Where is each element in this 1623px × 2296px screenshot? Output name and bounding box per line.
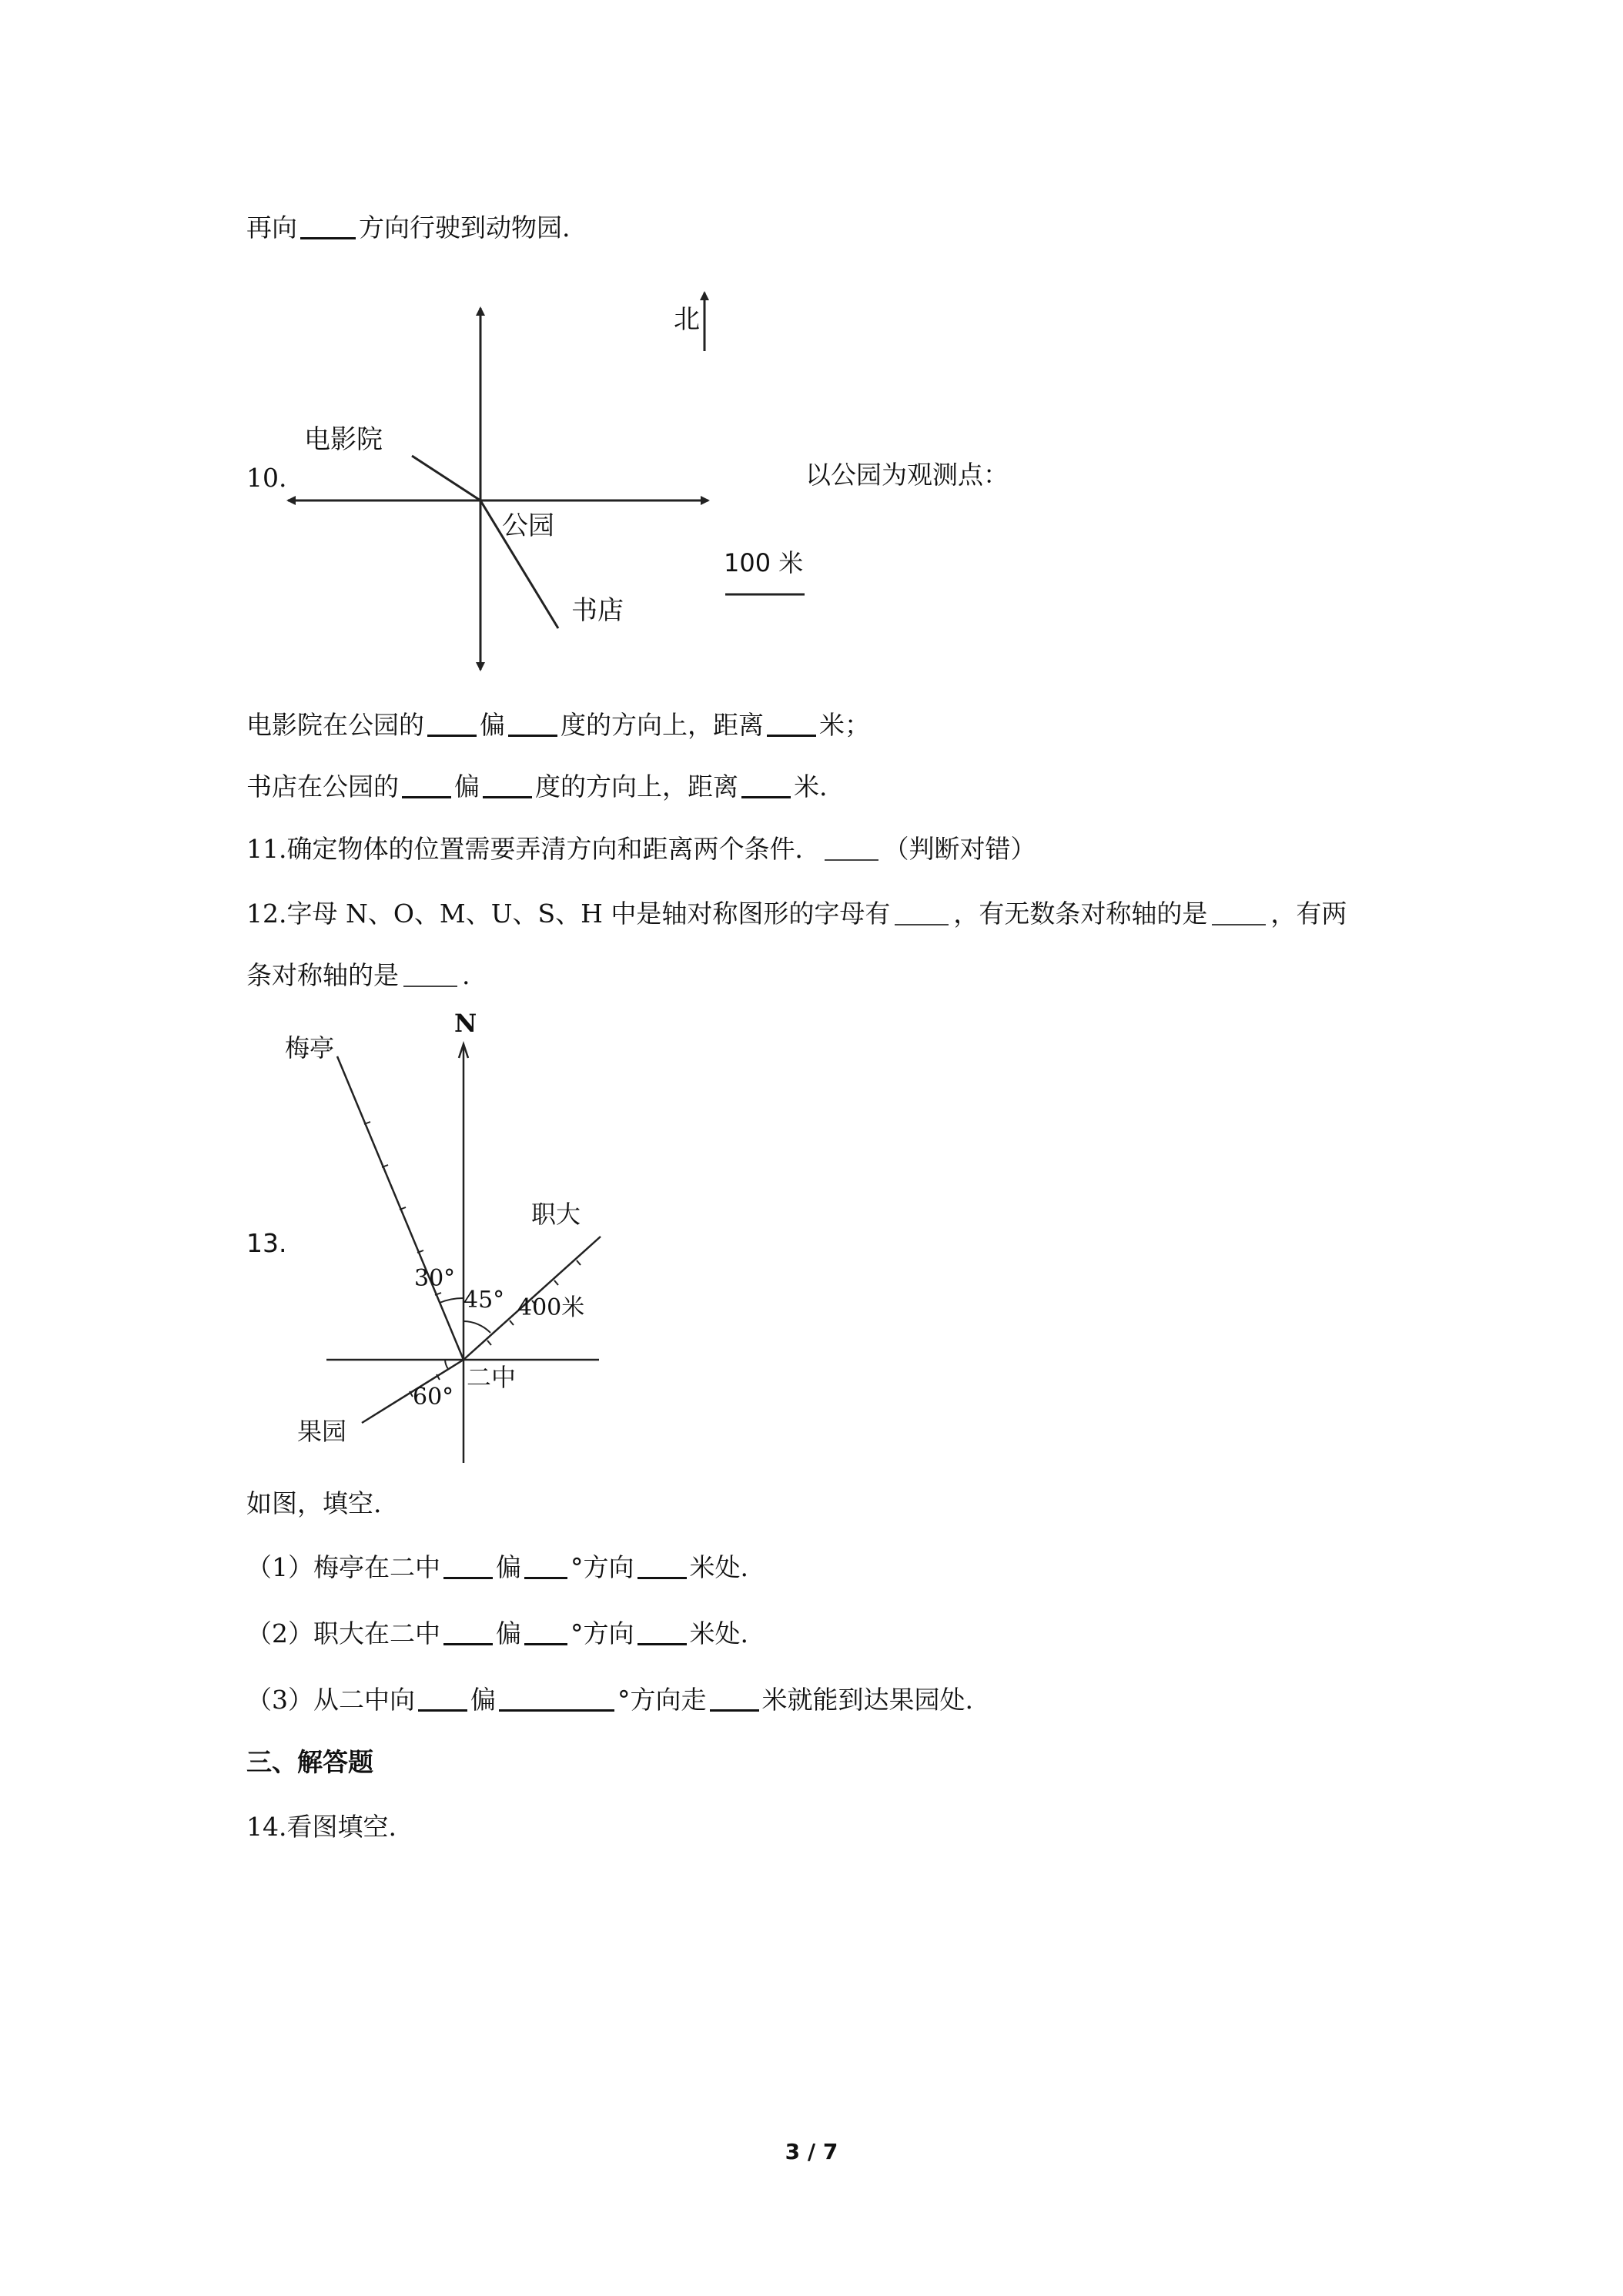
answer-blank bbox=[767, 711, 816, 737]
answer-blank bbox=[402, 773, 451, 798]
q12-line1: 12.字母 N、O、M、U、S、H 中是轴对称图形的字母有 ，有无数条对称轴的是 ，有两 bbox=[246, 899, 1347, 929]
q10-number: 10. bbox=[246, 463, 287, 493]
answer-blank bbox=[710, 1686, 759, 1712]
answer-blank bbox=[483, 773, 532, 798]
q13-meiting-label: 梅亭 bbox=[285, 1033, 335, 1063]
answer-blank bbox=[741, 773, 791, 798]
q10-cinema-line bbox=[412, 456, 480, 500]
q10-bookstore-label: 书店 bbox=[571, 595, 624, 626]
answer-blank bbox=[825, 838, 878, 861]
text-line-continue: 再向 方向行驶到动物园. bbox=[246, 213, 571, 243]
q13-distance-label: 400米 bbox=[517, 1294, 585, 1321]
q10-park-label: 公园 bbox=[502, 510, 554, 541]
q11: 11.确定物体的位置需要弄清方向和距离两个条件． （判断对错） bbox=[246, 834, 1036, 864]
q13-direction-figure bbox=[277, 1001, 647, 1478]
section-heading-answer-questions: 三、解答题 bbox=[246, 1747, 373, 1777]
q10-cinema-label: 电影院 bbox=[304, 424, 383, 455]
answer-blank bbox=[403, 964, 457, 987]
answer-blank bbox=[508, 711, 557, 737]
answer-blank bbox=[637, 1554, 687, 1579]
q13-sub1: （1）梅亭在二中 偏 °方向 米处. bbox=[246, 1552, 748, 1582]
answer-blank bbox=[300, 214, 356, 239]
answer-blank bbox=[427, 711, 477, 737]
q13-angle-30-label: 30° bbox=[414, 1265, 456, 1292]
q13-angle-arc-30 bbox=[440, 1298, 463, 1303]
answer-blank bbox=[637, 1620, 687, 1645]
q10-scale-label: 100 米 bbox=[724, 548, 804, 577]
answer-blank bbox=[418, 1686, 467, 1712]
q13-zhida-label: 职大 bbox=[531, 1200, 581, 1229]
q13-meiting-line bbox=[337, 1056, 463, 1360]
q13-angle-45-label: 45° bbox=[463, 1287, 505, 1314]
q13-sub3: （3）从二中向 偏 °方向走 米就能到达果园处. bbox=[246, 1685, 973, 1715]
answer-blank bbox=[499, 1686, 614, 1712]
q13-guoyuan-label: 果园 bbox=[297, 1417, 347, 1446]
answer-blank bbox=[443, 1554, 493, 1579]
q13-sub2: （2）职大在二中 偏 °方向 米处. bbox=[246, 1618, 748, 1648]
answer-blank bbox=[1212, 902, 1266, 925]
q13-angle-60-label: 60° bbox=[413, 1384, 454, 1411]
q10-row2: 书店在公园的 偏 度的方向上，距离 米. bbox=[246, 771, 828, 802]
q10-north-label: 北 bbox=[674, 304, 700, 335]
answer-blank bbox=[443, 1620, 493, 1645]
q13-n-label: N bbox=[454, 1009, 477, 1038]
q13-number: 13. bbox=[246, 1228, 287, 1258]
q10-direction-figure bbox=[277, 277, 832, 693]
q13-intro: 如图，填空. bbox=[246, 1488, 382, 1518]
q13-erzhong-label: 二中 bbox=[467, 1363, 517, 1392]
answer-blank bbox=[895, 902, 949, 925]
q12-line2: 条对称轴的是 . bbox=[246, 960, 470, 990]
q13-angle-arc-45 bbox=[463, 1321, 490, 1333]
q14: 14.看图填空. bbox=[246, 1812, 397, 1842]
q10-row1: 电影院在公园的 偏 度的方向上，距离 米； bbox=[246, 710, 870, 740]
q10-observation-text: 以公园为观测点： bbox=[805, 460, 1009, 490]
answer-blank bbox=[524, 1554, 567, 1579]
q13-angle-arc-60 bbox=[445, 1360, 448, 1369]
answer-blank bbox=[524, 1620, 567, 1645]
page-number: 3 / 7 bbox=[785, 2139, 838, 2164]
